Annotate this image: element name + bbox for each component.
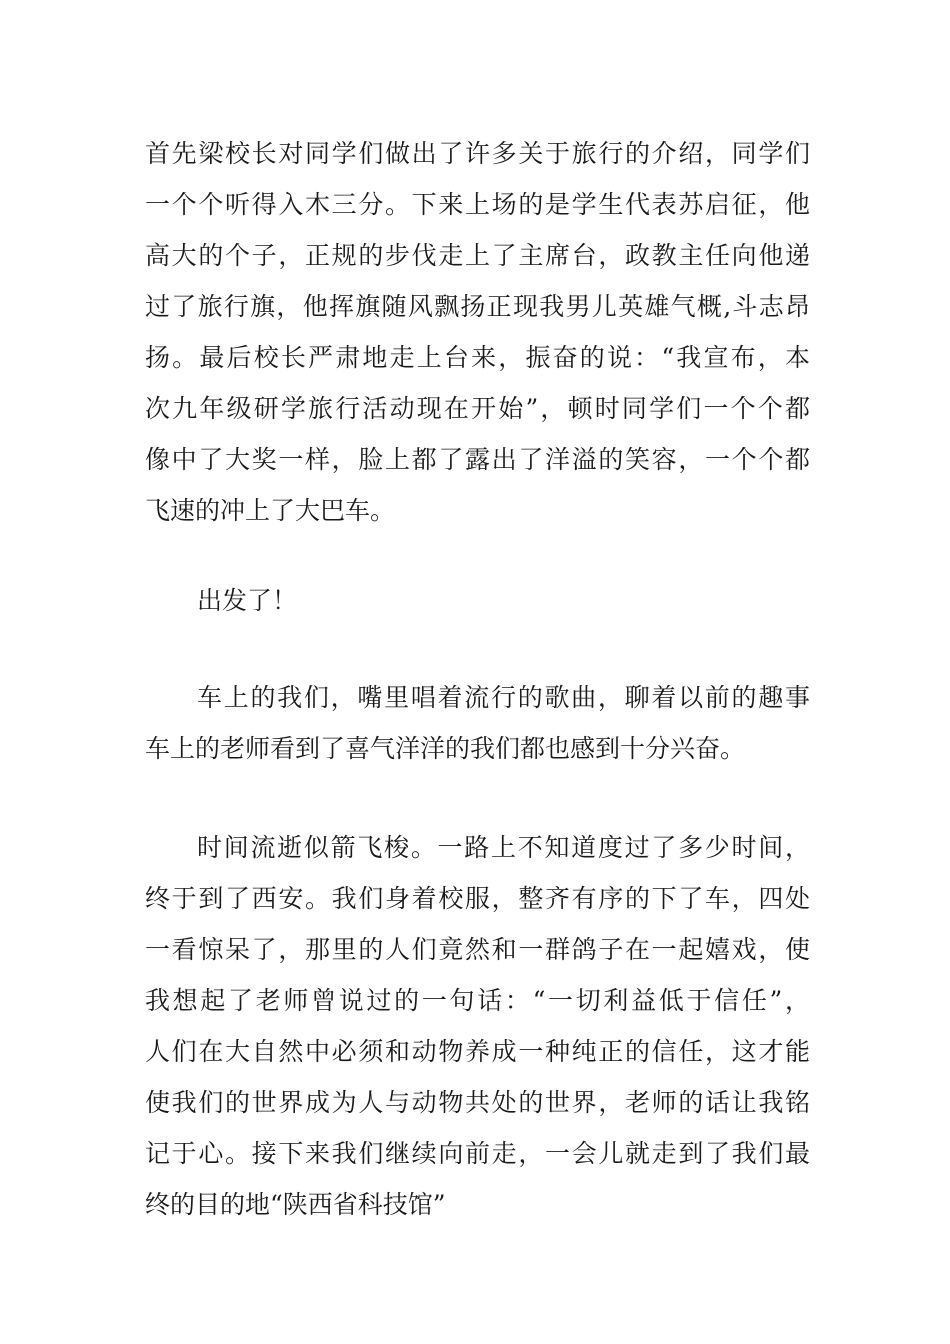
paragraph-arrival-xian: [145, 822, 810, 1230]
text-line: 一个个听得入木三分。下来上场的是学生代表苏启征，他: [145, 190, 810, 219]
text-line: 像中了大奖一样，脸上都了露出了洋溢的笑容，一个个都: [145, 445, 810, 474]
text-line: 首先梁校长对同学们做出了许多关于旅行的介绍，同学们: [145, 139, 810, 168]
paragraph-school-intro: [145, 128, 810, 536]
text-line: 一看惊呆了，那里的人们竟然和一群鸽子在一起嬉戏，使: [145, 935, 810, 964]
text-line: 车上的我们，嘴里唱着流行的歌曲，聊着以前的趣事: [197, 683, 810, 712]
text-line: 高大的个子，正规的步伐走上了主席台，政教主任向他递: [145, 241, 810, 270]
text-line: 时间流逝似箭飞梭。一路上不知道度过了多少时间，: [197, 833, 810, 862]
text-line: 人们在大自然中必须和动物养成一种纯正的信任，这才能: [145, 1037, 810, 1066]
paragraph-on-bus: [145, 672, 810, 774]
text-line: 出发了！: [197, 586, 298, 615]
text-line: 终于到了西安。我们身着校服，整齐有序的下了车，四处: [145, 884, 810, 913]
text-line: 次九年级研学旅行活动现在开始”，顿时同学们一个个都: [145, 394, 810, 423]
text-line: 我想起了老师曾说过的一句话：“一切利益低于信任”，: [145, 986, 810, 1015]
paragraph-departure: [145, 575, 810, 626]
text-line: 使我们的世界成为人与动物共处的世界，老师的话让我铭: [145, 1088, 810, 1117]
text-line: 飞速的冲上了大巴车。: [145, 496, 396, 525]
text-line: 记于心。接下来我们继续向前走，一会儿就走到了我们最: [145, 1139, 810, 1168]
text-line: 过了旅行旗，他挥旗随风飘扬正现我男儿英雄气概,斗志昂: [145, 292, 810, 321]
text-line: 车上的老师看到了喜气洋洋的我们都也感到十分兴奋。: [145, 734, 746, 763]
text-line: 扬。最后校长严肃地走上台来，振奋的说：“我宣布，本: [145, 343, 810, 372]
text-line: 终的目的地“陕西省科技馆”: [145, 1190, 446, 1219]
